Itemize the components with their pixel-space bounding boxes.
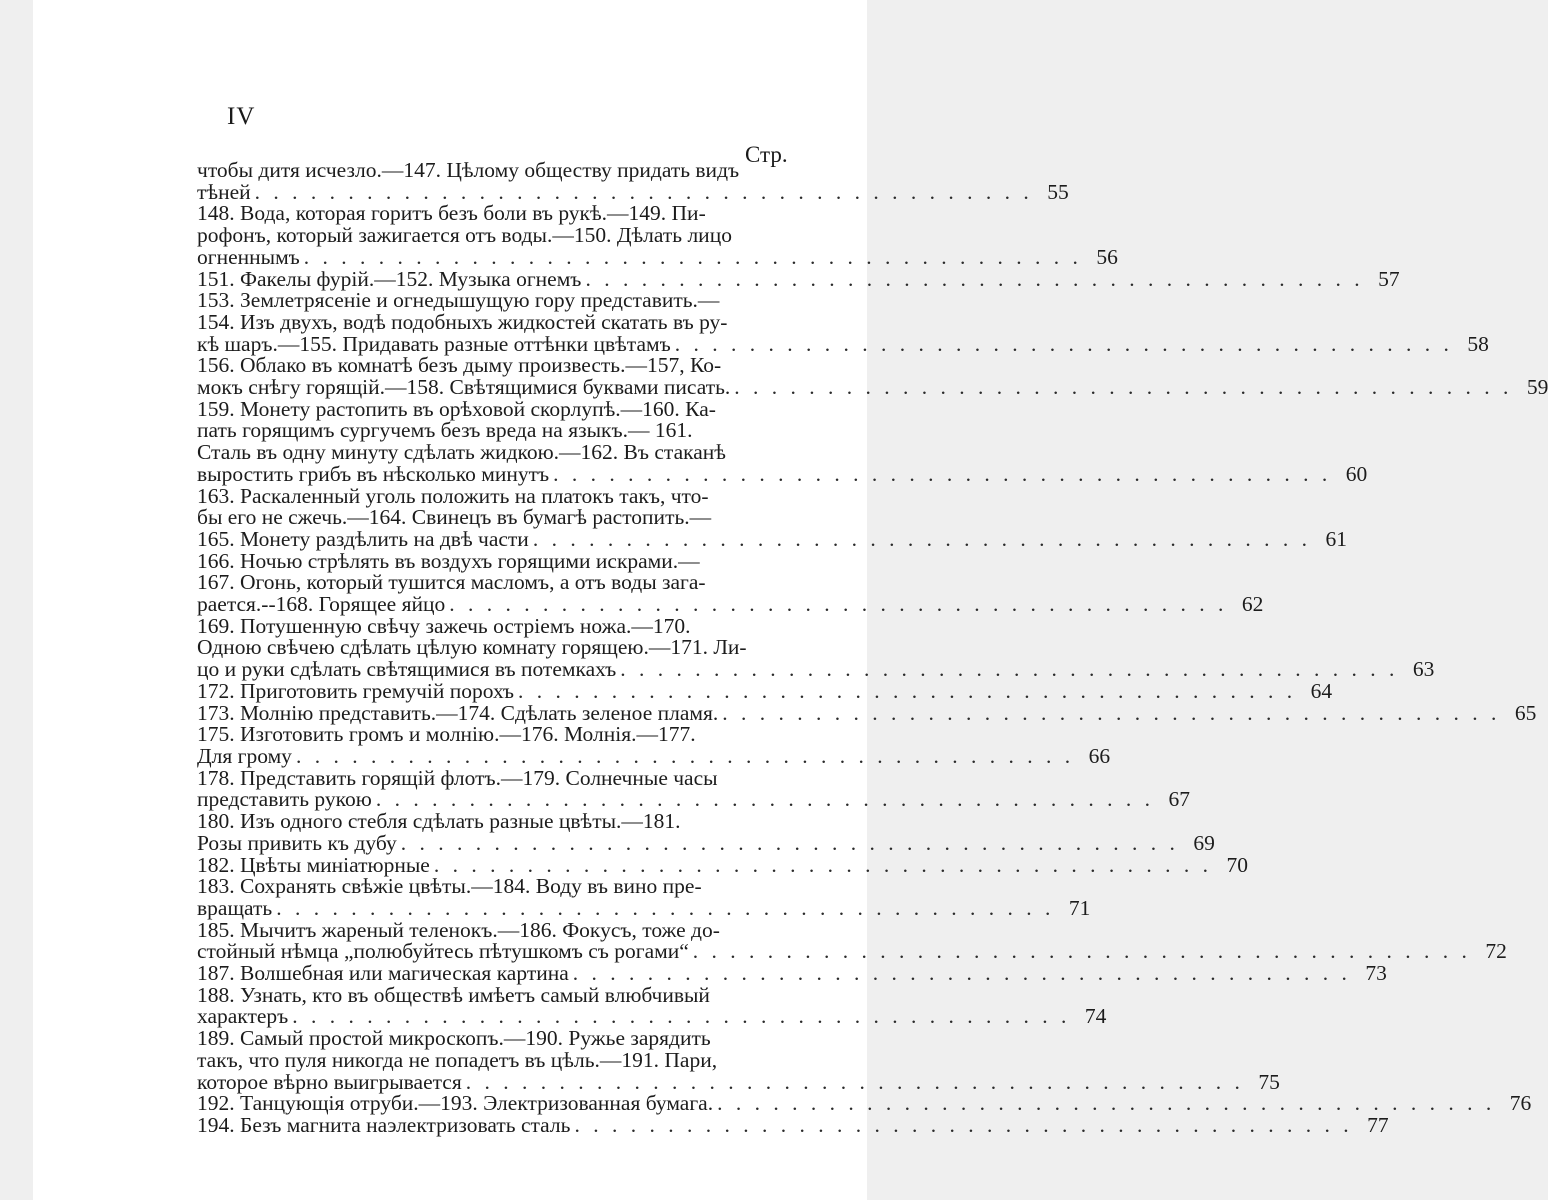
toc-entry [197, 874, 1091, 920]
dot-leader: . . . . . . . . . . . . . . . . . . . . . . . . . . . . . . . . . . . . . . . . . . [465, 1069, 1244, 1094]
toc-entry-text: 188. Узнать, кто въ обществѣ имѣетъ самый влюбчивый [197, 982, 710, 1007]
toc-entry-line [197, 939, 1507, 964]
toc-entry-text: 185. Мычитъ жареный теленокъ.—186. Фокусъ, тоже до- [197, 917, 720, 942]
toc-page-number: 56 [1096, 244, 1118, 269]
toc-entry-text: 178. Представить горящій флотъ.—179. Солнечные часы [197, 765, 718, 790]
toc-entry-text: выростить грибъ въ нѣсколько минутъ [197, 461, 550, 486]
toc-entry-text: 165. Монету раздѣлить на двѣ части [197, 526, 529, 551]
toc-entry-text: рается.--168. Горящее яйцо [197, 592, 446, 617]
toc-entry-text: огненнымъ [197, 244, 300, 269]
toc-page-number: 77 [1367, 1112, 1389, 1137]
toc-entry-line [197, 678, 1333, 703]
toc-entry-text: 192. Танцующія отруби.—193. Электризованная бумага. [197, 1091, 714, 1116]
toc-entry-line [197, 461, 1368, 486]
toc-entry-line [197, 507, 795, 529]
dot-leader: . . . . . . . . . . . . . . . . . . . . . . . . . . . . . . . . . . . . . . . . . . [532, 526, 1311, 551]
toc-page-number: 72 [1485, 939, 1507, 964]
toc-entry-text: Сталь въ одну минуту сдѣлать жидкою.—162. Въ стаканѣ [197, 440, 726, 465]
toc-entry-text: 159. Монету растопить въ орѣховой скорлупѣ.—160. Ка- [197, 396, 716, 421]
toc-entry [197, 982, 1107, 1029]
dot-leader: . . . . . . . . . . . . . . . . . . . . . . . . . . . . . . . . . . . . . . . . . . [433, 852, 1212, 877]
toc-entry-line [197, 225, 795, 247]
toc-entry-line [197, 613, 795, 638]
dot-leader: . . . . . . . . . . . . . . . . . . . . . . . . . . . . . . . . . . . . . . . . . . [572, 961, 1351, 986]
dot-leader: . . . . . . . . . . . . . . . . . . . . . . . . . . . . . . . . . . . . . . . . . . [449, 592, 1228, 617]
toc-page-number: 55 [1047, 179, 1069, 204]
toc-entry-text: 182. Цвѣты миніатюрные [197, 852, 430, 877]
toc-entry-line [197, 1069, 1280, 1094]
toc-entry-line [197, 442, 795, 464]
toc-page-number: 76 [1509, 1091, 1532, 1116]
toc-entry [197, 917, 1507, 964]
toc-entry-line [197, 787, 1190, 812]
toc-entry [197, 288, 1489, 356]
toc-entry-line [197, 309, 795, 334]
toc-entry-line [197, 396, 795, 421]
toc-entry-text: пать горящимъ сургучемъ безъ вреда на языкъ.— 161. [197, 418, 693, 443]
dot-leader: . . . . . . . . . . . . . . . . . . . . . . . . . . . . . . . . . . . . . . . . . . [585, 266, 1364, 291]
toc-entry-text: характеръ [197, 1004, 289, 1029]
toc-entry-line [197, 290, 795, 312]
toc-entry-line [197, 657, 1435, 682]
toc-entry-text: 148. Вода, которая горитъ безъ боли въ рукѣ.—149. Пи- [197, 201, 706, 226]
toc-entry-line [197, 1047, 795, 1072]
dot-leader: . . . . . . . . . . . . . . . . . . . . . . . . . . . . . . . . . . . . . . . . . . [254, 179, 1033, 204]
toc-entry-line [197, 743, 1111, 768]
toc-entry-text: цо и руки сдѣлать свѣтящимися въ потемкахъ [197, 657, 617, 682]
dot-leader: . . . . . . . . . . . . . . . . . . . . . . . . . . . . . . . . . . . . . . . . . . [674, 331, 1453, 356]
toc-page-number: 70 [1226, 852, 1248, 877]
toc-page-number: 71 [1068, 895, 1091, 920]
toc-entry-line [197, 895, 1091, 920]
toc-page-number: 73 [1365, 961, 1387, 986]
toc-entry-text: стойный нѣмца „полюбуйтесь пѣтушкомъ съ рогами“ [197, 939, 689, 964]
toc-page-number: 64 [1310, 678, 1333, 703]
toc-page-number: 65 [1514, 700, 1537, 725]
toc-entry-text: 163. Раскаленный уголь положить на платокъ такъ, что- [197, 483, 709, 508]
toc-entry-line [197, 244, 1118, 269]
toc-entry [197, 852, 1248, 877]
toc-entry [197, 396, 1368, 486]
toc-page-number: 75 [1258, 1069, 1280, 1094]
toc-page-number: 69 [1193, 830, 1215, 855]
dot-leader: . . . . . . . . . . . . . . . . . . . . . . . . . . . . . . . . . . . . . . . . . . [295, 743, 1075, 768]
toc-page-number: 62 [1241, 592, 1264, 617]
book-page [33, 0, 1548, 1200]
dot-leader: . . . . . . . . . . . . . . . . . . . . . . . . . . . . . . . . . . . . . . . . . . [717, 1091, 1496, 1116]
toc-entry-text: мокъ снѣгу горящій.—158. Свѣтящимися буквами писать. [197, 375, 731, 400]
dot-leader: . . . . . . . . . . . . . . . . . . . . . . . . . . . . . . . . . . . . . . . . . . [574, 1112, 1353, 1137]
toc-entry-line [197, 179, 1069, 204]
toc-entry-text: такъ, что пуля никогда не попадетъ въ цѣль.—191. Пари, [197, 1047, 718, 1072]
toc-entry-line [197, 592, 1264, 617]
dot-leader: . . . . . . . . . . . . . . . . . . . . . . . . . . . . . . . . . . . . . . . . . . [734, 375, 1513, 400]
toc-entry-line [197, 375, 1548, 400]
toc-entry-line [197, 637, 795, 659]
toc-entry [197, 809, 1215, 855]
toc-entry-line [197, 1028, 795, 1050]
toc-entry [197, 700, 1537, 725]
dot-leader: . . . . . . . . . . . . . . . . . . . . . . . . . . . . . . . . . . . . . . . . . . [303, 244, 1082, 269]
toc-entry-line [197, 526, 1347, 551]
toc-page-number: 61 [1325, 526, 1347, 551]
toc-entry [197, 158, 1069, 204]
dot-leader: . . . . . . . . . . . . . . . . . . . . . . . . . . . . . . . . . . . . . . . . . . [620, 657, 1399, 682]
toc-entry-line [197, 724, 795, 746]
toc-entry-text: чтобы дитя исчезло.—147. Цѣлому обществу придать видъ [197, 158, 740, 182]
toc-entry-line [197, 1004, 1107, 1029]
toc-entry-text: Для грому [197, 743, 292, 768]
toc-page-number: 59 [1526, 375, 1548, 400]
toc-entry-text: 180. Изъ одного стебля сдѣлать разные цвѣты.—181. [197, 809, 681, 834]
toc-entry-text: 154. Изъ двухъ, водѣ подобныхъ жидкостей скатать въ ру- [197, 309, 728, 334]
toc-entry [197, 961, 1387, 986]
toc-entry-text: рофонъ, который зажигается отъ воды.—150. Дѣлать лицо [197, 223, 732, 248]
toc-entry-text: 167. Огонь, который тушится масломъ, а отъ воды зага- [197, 570, 706, 595]
toc-entry [197, 483, 1347, 551]
page-column-heading: Стр. [745, 142, 788, 167]
toc-entry-text: представить рукою [197, 787, 372, 812]
toc-entry-line [197, 765, 795, 790]
toc-entry-line [197, 483, 795, 508]
toc-entry-line [197, 572, 795, 594]
toc-entry-text: 189. Самый простой микроскопъ.—190. Ружье зарядить [197, 1026, 711, 1051]
toc-entry [197, 1112, 1389, 1137]
toc-entry [197, 1091, 1532, 1116]
toc-entry-text: которое вѣрно выигрывается [197, 1069, 462, 1094]
toc-entry-text: 183. Сохранять свѣжіе цвѣты.—184. Воду въ вино пре- [197, 874, 702, 899]
toc-entry-line [197, 331, 1489, 356]
toc-entry-text: 172. Приготовить гремучій порохъ [197, 678, 515, 703]
toc-entry [197, 353, 1548, 400]
toc-entry-line [197, 876, 795, 898]
toc-entry-text: 187. Волшебная или магическая картина [197, 961, 569, 986]
toc-entry-line [197, 203, 795, 225]
toc-page-number: 67 [1168, 787, 1190, 812]
dot-leader: . . . . . . . . . . . . . . . . . . . . . . . . . . . . . . . . . . . . . . . . . . [553, 461, 1332, 486]
dot-leader: . . . . . . . . . . . . . . . . . . . . . . . . . . . . . . . . . . . . . . . . . . [292, 1004, 1071, 1029]
toc-page-number: 63 [1412, 657, 1435, 682]
toc-entry [197, 678, 1333, 703]
toc-entry [197, 613, 1435, 682]
toc-page-number: 60 [1345, 461, 1368, 486]
toc-entry-line [197, 1112, 1389, 1137]
toc-entry-line [197, 355, 795, 377]
toc-entry-line [197, 917, 795, 942]
toc-entry [197, 1026, 1280, 1094]
dot-leader: . . . . . . . . . . . . . . . . . . . . . . . . . . . . . . . . . . . . . . . . . . [692, 939, 1471, 964]
toc-entry-text: 166. Ночью стрѣлять въ воздухъ горящими искрами.— [197, 548, 700, 573]
toc-entry-text: Одною свѣчею сдѣлать цѣлую комнату горящею.—171. Ли- [197, 635, 747, 660]
dot-leader: . . . . . . . . . . . . . . . . . . . . . . . . . . . . . . . . . . . . . . . . . . [276, 895, 1055, 920]
page-folio: IV [227, 103, 256, 130]
toc-entry-line [197, 982, 795, 1007]
dot-leader: . . . . . . . . . . . . . . . . . . . . . . . . . . . . . . . . . . . . . . . . . . [722, 700, 1501, 725]
toc-entry-line [197, 830, 1215, 855]
dot-leader: . . . . . . . . . . . . . . . . . . . . . . . . . . . . . . . . . . . . . . . . . . [518, 678, 1297, 703]
toc-page-number: 66 [1088, 743, 1111, 768]
toc-entry-line [197, 852, 1248, 877]
toc-entry-line [197, 160, 795, 182]
toc-entry-text: 173. Молнію представить.—174. Сдѣлать зеленое пламя. [197, 700, 719, 725]
toc-entry [197, 266, 1400, 291]
toc-entry-text: вращать [197, 895, 273, 920]
toc-entry [197, 201, 1118, 269]
toc-entry-text: тѣней [197, 179, 251, 204]
toc-entry-text: 156. Облако въ комнатѣ безъ дыму произвесть.—157, Ко- [197, 353, 722, 378]
toc-entry-text: 153. Землетрясеніе и огнедышущую гору представить.— [197, 288, 720, 313]
toc-entry-text: кѣ шаръ.—155. Придавать разные оттѣнки цвѣтамъ [197, 331, 671, 356]
toc-entry-line [197, 700, 1537, 725]
dot-leader: . . . . . . . . . . . . . . . . . . . . . . . . . . . . . . . . . . . . . . . . . . [375, 787, 1154, 812]
toc-entry-line [197, 266, 1400, 291]
toc-entry-text: 175. Изготовить громъ и молнію.—176. Молнія.—177. [197, 722, 696, 747]
toc-entry [197, 765, 1190, 812]
toc-entry-text: 194. Безъ магнита наэлектризовать сталь [197, 1112, 571, 1137]
toc-entry-text: 169. Потушенную свѣчу зажечь остріемъ ножа.—170. [197, 613, 691, 638]
toc-entry-line [197, 420, 795, 442]
toc-entry-text: бы его не сжечь.—164. Свинецъ въ бумагѣ растопить.— [197, 505, 712, 530]
toc-entry [197, 722, 1111, 768]
toc-entry-line [197, 548, 795, 573]
toc-entry-line [197, 1091, 1532, 1116]
toc-page-number: 74 [1084, 1004, 1107, 1029]
dot-leader: . . . . . . . . . . . . . . . . . . . . . . . . . . . . . . . . . . . . . . . . . . [400, 830, 1179, 855]
toc-entry [197, 548, 1264, 617]
toc-entry-line [197, 811, 795, 833]
toc-page-number: 58 [1467, 331, 1489, 356]
toc-page-number: 57 [1378, 266, 1400, 291]
toc-entry-line [197, 961, 1387, 986]
table-of-contents [197, 158, 1548, 1137]
toc-entry-text: 151. Факелы фурій.—152. Музыка огнемъ [197, 266, 582, 291]
toc-entry-text: Розы привить къ дубу [197, 830, 397, 855]
